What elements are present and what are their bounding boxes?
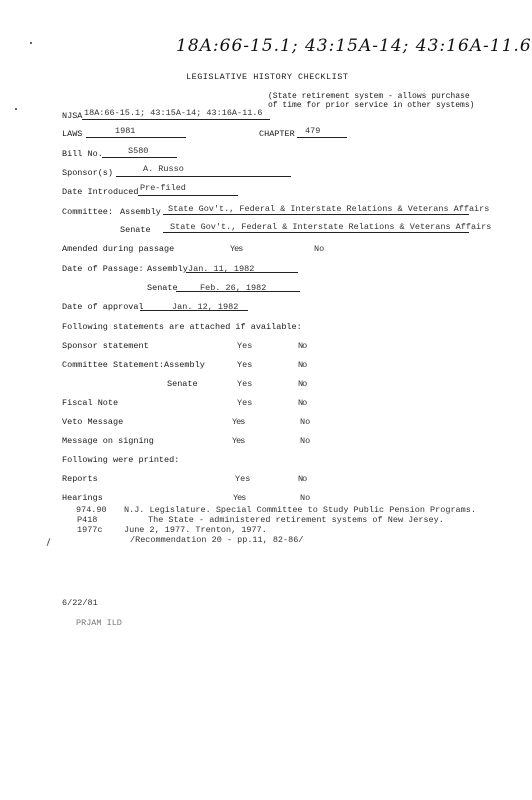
committee-statement-senate-yes: Yes [237, 379, 253, 389]
veto-message-no: No [300, 417, 311, 427]
laws-value: 1981 [115, 126, 136, 136]
passage-assembly-value: Jan. 11, 1982 [188, 264, 255, 274]
reports-no-crossed: No [298, 474, 307, 484]
committee-statement-assembly-no-crossed: No [298, 360, 307, 370]
description-note-line1: (State retirement system - allows purchase [268, 92, 470, 101]
hearings-yes-crossed: Yes [233, 493, 246, 503]
signing-message-label: Message on signing [62, 436, 154, 446]
date-introduced-value: Pre-filed [140, 183, 186, 193]
passage-senate-underline [176, 291, 300, 292]
sponsor-label: Sponsor(s) [62, 168, 114, 178]
passage-senate-label: Senate [147, 283, 178, 293]
njsa-value: 18A:66-15.1; 43:15A-14; 43:16A-11.6 [84, 108, 263, 118]
committee-statement-label: Committee Statement: [62, 360, 165, 370]
description-note-line2: of time for prior service in other systems) [268, 101, 475, 110]
veto-message-yes-crossed: Yes [232, 417, 245, 427]
statements-heading: Following statements are attached if available: [62, 322, 302, 332]
sponsor-underline [116, 176, 291, 177]
handwritten-citation: 18A:66-15.1; 43:15A-14; 43:16A-11.6 [176, 36, 532, 56]
date-introduced-label: Date Introduced [62, 187, 139, 197]
reports-label: Reports [62, 474, 98, 484]
hearings-no: No [300, 493, 311, 503]
committee-assembly-label: Assembly [120, 207, 161, 217]
njsa-label: NJSA [62, 111, 83, 121]
laws-label: LAWS [62, 129, 83, 139]
committee-statement-senate-no-crossed: No [298, 379, 307, 389]
speck-mark [30, 42, 32, 44]
citation-line4: /Recommendation 20 - pp.11, 82-86/ [130, 535, 304, 545]
page-title: LEGISLATIVE HISTORY CHECKLIST [186, 72, 349, 82]
sponsor-value: A. Russo [143, 164, 184, 174]
citation-line3: June 2, 1977. Trenton, 1977. [124, 525, 267, 535]
footer-date: 6/22/81 [62, 598, 98, 608]
njsa-underline [82, 119, 270, 120]
amended-no: No [314, 244, 325, 254]
citation-line2: The State - administered retirement systems of New Jersey. [148, 515, 444, 525]
fiscal-note-label: Fiscal Note [62, 398, 119, 408]
chapter-value: 479 [305, 126, 321, 136]
chapter-underline [297, 137, 347, 138]
passage-label: Date of Passage: [62, 264, 144, 274]
call-number-line3: 1977c [77, 525, 103, 535]
fiscal-note-no-crossed: No [298, 398, 307, 408]
committee-assembly-underline [163, 214, 469, 215]
amended-label: Amended during passage [62, 244, 175, 254]
approval-underline [140, 310, 248, 311]
laws-underline [86, 137, 186, 138]
fiscal-note-yes: Yes [237, 398, 253, 408]
committee-statement-senate-label: Senate [167, 379, 198, 389]
date-introduced-underline [138, 195, 238, 196]
bill-value: S580 [128, 146, 149, 156]
hearings-label: Hearings [62, 493, 103, 503]
call-number-line2: P418 [77, 515, 98, 525]
margin-mark [47, 538, 51, 546]
signing-message-no: No [300, 436, 311, 446]
sponsor-statement-yes: Yes [237, 341, 253, 351]
committee-statement-assembly-label: Assembly [164, 360, 205, 370]
footer-initials: PRJAM ILD [76, 618, 122, 628]
bill-underline [102, 157, 177, 158]
chapter-label: CHAPTER [259, 129, 295, 139]
sponsor-statement-label: Sponsor statement [62, 341, 149, 351]
printed-heading: Following were printed: [62, 455, 180, 465]
sponsor-statement-no-crossed: No [298, 341, 307, 351]
call-number-line1: 974.90 [76, 505, 107, 515]
committee-statement-assembly-yes: Yes [237, 360, 253, 370]
committee-senate-label: Senate [120, 225, 151, 235]
signing-message-yes-crossed: Yes [232, 436, 245, 446]
citation-line1: N.J. Legislature. Special Committee to Study Public Pension Programs. [124, 505, 476, 515]
passage-senate-value: Feb. 26, 1982 [200, 283, 267, 293]
passage-assembly-label: Assembly [147, 264, 188, 274]
committee-label: Committee: [62, 207, 114, 217]
veto-message-label: Veto Message [62, 417, 124, 427]
amended-yes-crossed: Yes [230, 244, 243, 254]
committee-assembly-value: State Gov't., Federal & Interstate Relations & Veterans Affairs [168, 204, 490, 214]
reports-yes: Yes [235, 474, 251, 484]
approval-label: Date of approval [62, 302, 144, 312]
approval-value: Jan. 12, 1982 [172, 302, 239, 312]
committee-senate-underline [163, 232, 469, 233]
speck-mark [15, 108, 17, 110]
committee-senate-value: State Gov't., Federal & Interstate Relations & Veterans Affairs [170, 222, 492, 232]
passage-assembly-underline [186, 272, 298, 273]
bill-label: Bill No. [62, 149, 103, 159]
